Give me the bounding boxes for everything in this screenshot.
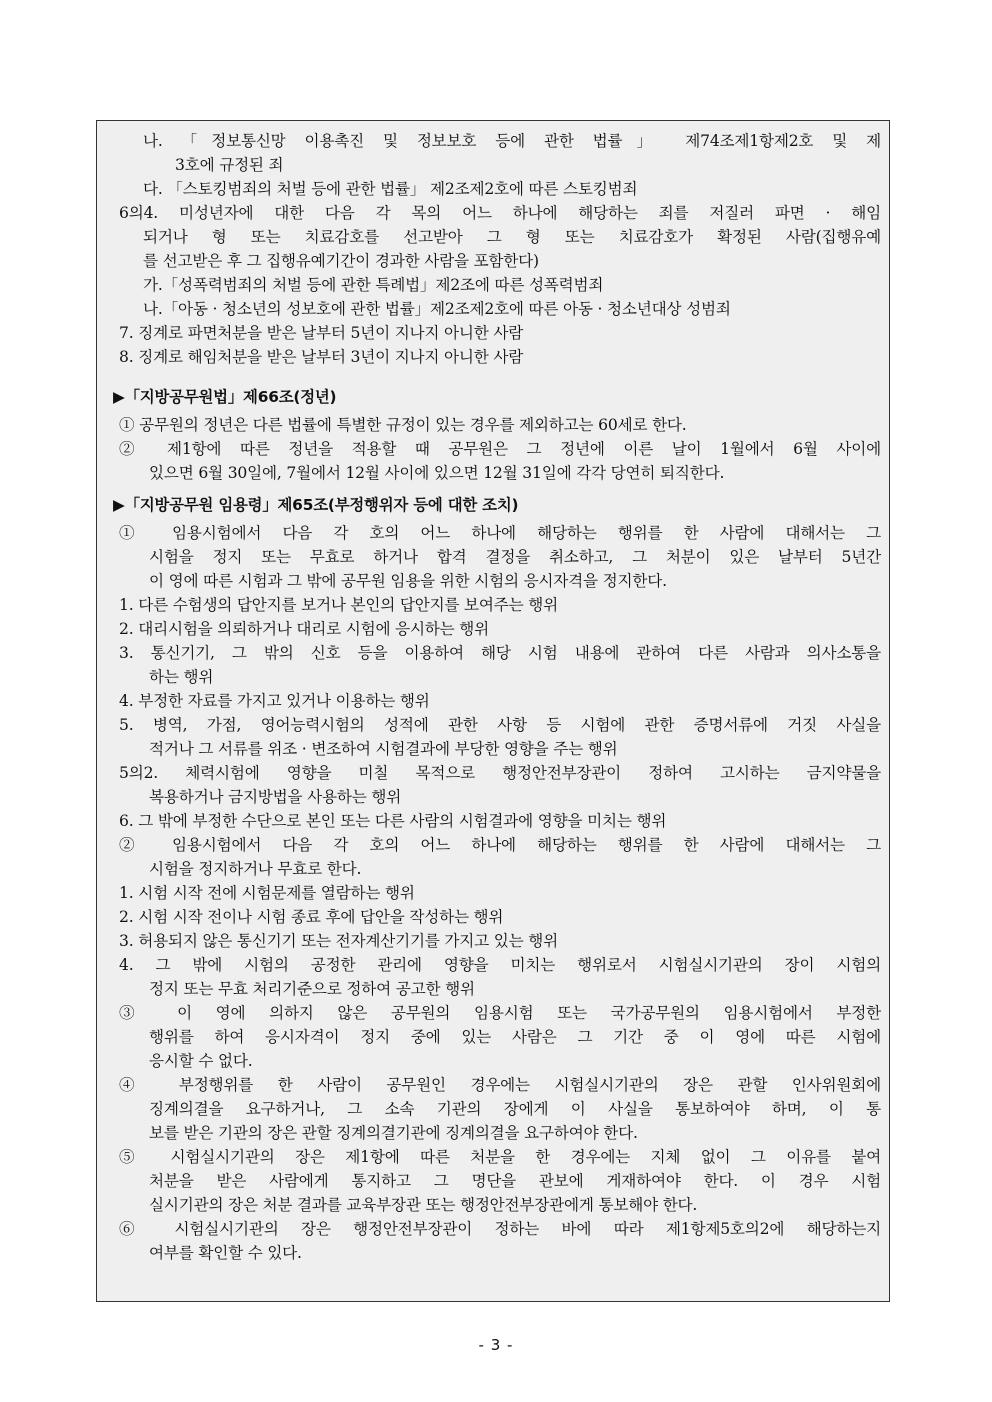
clause-line: 6의4. 미성년자에 대한 다음 각 목의 어느 하나에 해당하는 죄를 저질러 파면 · 해임 bbox=[119, 204, 881, 222]
clause-line: ② 제1항에 따른 정년을 적용할 때 공무원은 그 정년에 이른 날이 1월에서 6월 사이에 bbox=[119, 440, 881, 458]
clause-line: 정지 또는 무효 처리기준으로 정하여 공고한 행위 bbox=[149, 980, 475, 998]
page-number: - 3 - bbox=[478, 1336, 514, 1354]
clause-line: 4. 그 밖에 시험의 공정한 관리에 영향을 미치는 행위로서 시험실시기관의 장이 시험의 bbox=[119, 956, 881, 974]
clause-line: 징계의결을 요구하거나, 그 소속 기관의 장에게 이 사실을 통보하여야 하며, 이 통 bbox=[149, 1100, 881, 1118]
clause-line: 5. 병역, 가점, 영어능력시험의 성적에 관한 사항 등 시험에 관한 증명서류에 거짓 사실을 bbox=[119, 716, 881, 734]
clause-line: ④ 부정행위를 한 사람이 공무원인 경우에는 시험실시기관의 장은 관할 인사위원회에 bbox=[119, 1076, 881, 1094]
section2-heading: ▶「지방공무원 임용령」제65조(부정행위자 등에 대한 조치) bbox=[113, 496, 519, 514]
clause-line: ⑤ 시험실시기관의 장은 제1항에 따른 처분을 한 경우에는 지체 없이 그 이유를 붙여 bbox=[119, 1148, 881, 1166]
clause-line: 행위를 하여 응시자격이 정지 중에 있는 사람은 그 기간 중 이 영에 따른 시험에 bbox=[149, 1028, 881, 1046]
clause-line: 복용하거나 금지방법을 사용하는 행위 bbox=[149, 788, 402, 806]
clause-line: 하는 행위 bbox=[149, 668, 214, 686]
clause-line: 2. 대리시험을 의뢰하거나 대리로 시험에 응시하는 행위 bbox=[119, 620, 490, 638]
clause-line: 2. 시험 시작 전이나 시험 종료 후에 답안을 작성하는 행위 bbox=[119, 908, 504, 926]
clause-line: 1. 시험 시작 전에 시험문제를 열람하는 행위 bbox=[119, 884, 415, 902]
clause-line: 4. 부정한 자료를 가지고 있거나 이용하는 행위 bbox=[119, 692, 430, 710]
clause-line: 되거나 형 또는 치료감호를 선고받아 그 형 또는 치료감호가 확정된 사람(집행유예 bbox=[143, 228, 881, 246]
clause-line: 보를 받은 기관의 장은 관할 징계의결기관에 징계의결을 요구하여야 한다. bbox=[149, 1124, 638, 1142]
section1-heading: ▶「지방공무원법」제66조(정년) bbox=[113, 388, 337, 406]
clause-line: 를 선고받은 후 그 집행유예기간이 경과한 사람을 포함한다) bbox=[143, 252, 539, 270]
clause-line: ① 공무원의 정년은 다른 법률에 특별한 규정이 있는 경우를 제외하고는 60세로 한다. bbox=[119, 416, 687, 434]
clause-line: 이 영에 따른 시험과 그 밖에 공무원 임용을 위한 시험의 응시자격을 정지한다. bbox=[149, 572, 667, 590]
clause-line: 8. 징계로 해임처분을 받은 날부터 3년이 지나지 아니한 사람 bbox=[119, 348, 524, 366]
clause-line: 6. 그 밖에 부정한 수단으로 본인 또는 다른 사람의 시험결과에 영향을 미치는 행위 bbox=[119, 812, 667, 830]
clause-line: 여부를 확인할 수 있다. bbox=[149, 1244, 302, 1262]
clause-line: ① 임용시험에서 다음 각 호의 어느 하나에 해당하는 행위를 한 사람에 대해서는 그 bbox=[119, 524, 881, 542]
clause-line: 실시기관의 장은 처분 결과를 교육부장관 또는 행정안전부장관에게 통보해야 한다. bbox=[149, 1196, 698, 1214]
law-excerpt-box bbox=[96, 120, 890, 1302]
clause-line: 5의2. 체력시험에 영향을 미칠 목적으로 행정안전부장관이 정하여 고시하는 금지약물을 bbox=[119, 764, 881, 782]
clause-line: 응시할 수 없다. bbox=[149, 1052, 253, 1070]
clause-line: 처분을 받은 사람에게 통지하고 그 명단을 관보에 게재하여야 한다. 이 경우 시험 bbox=[149, 1172, 881, 1190]
clause-line: 3. 허용되지 않은 통신기기 또는 전자계산기기를 가지고 있는 행위 bbox=[119, 932, 558, 950]
clause-line: 가.「성폭력범죄의 처벌 등에 관한 특례법」제2조에 따른 성폭력범죄 bbox=[143, 276, 604, 294]
clause-line: 나.「아동 · 청소년의 성보호에 관한 법률」제2조제2호에 따른 아동 · 청소년대상 성범죄 bbox=[143, 300, 731, 318]
clause-line: 3호에 규정된 죄 bbox=[175, 156, 284, 174]
clause-line: ⑥ 시험실시기관의 장은 행정안전부장관이 정하는 바에 따라 제1항제5호의2에 해당하는지 bbox=[119, 1220, 881, 1238]
clause-line: 다. 「스토킹범죄의 처벌 등에 관한 법률」 제2조제2호에 따른 스토킹범죄 bbox=[143, 180, 638, 198]
clause-line: 3. 통신기기, 그 밖의 신호 등을 이용하여 해당 시험 내용에 관하여 다른 사람과 의사소통을 bbox=[119, 644, 881, 662]
clause-line: ③ 이 영에 의하지 않은 공무원의 임용시험 또는 국가공무원의 임용시험에서 부정한 bbox=[119, 1004, 881, 1022]
clause-line: 있으면 6월 30일에, 7월에서 12월 사이에 있으면 12월 31일에 각각 당연히 퇴직한다. bbox=[149, 464, 725, 482]
clause-line: ② 임용시험에서 다음 각 호의 어느 하나에 해당하는 행위를 한 사람에 대해서는 그 bbox=[119, 836, 881, 854]
clause-line: 시험을 정지 또는 무효로 하거나 합격 결정을 취소하고, 그 처분이 있은 날부터 5년간 bbox=[149, 548, 881, 566]
clause-line: 적거나 그 서류를 위조 · 변조하여 시험결과에 부당한 영향을 주는 행위 bbox=[149, 740, 618, 758]
clause-line: 시험을 정지하거나 무효로 한다. bbox=[149, 860, 362, 878]
clause-line: 나. 「정보통신망 이용촉진 및 정보보호 등에 관한 법률」 제74조제1항제2호 및 제 bbox=[143, 132, 881, 150]
clause-line: 1. 다른 수험생의 답안지를 보거나 본인의 답안지를 보여주는 행위 bbox=[119, 596, 558, 614]
clause-line: 7. 징계로 파면처분을 받은 날부터 5년이 지나지 아니한 사람 bbox=[119, 324, 524, 342]
